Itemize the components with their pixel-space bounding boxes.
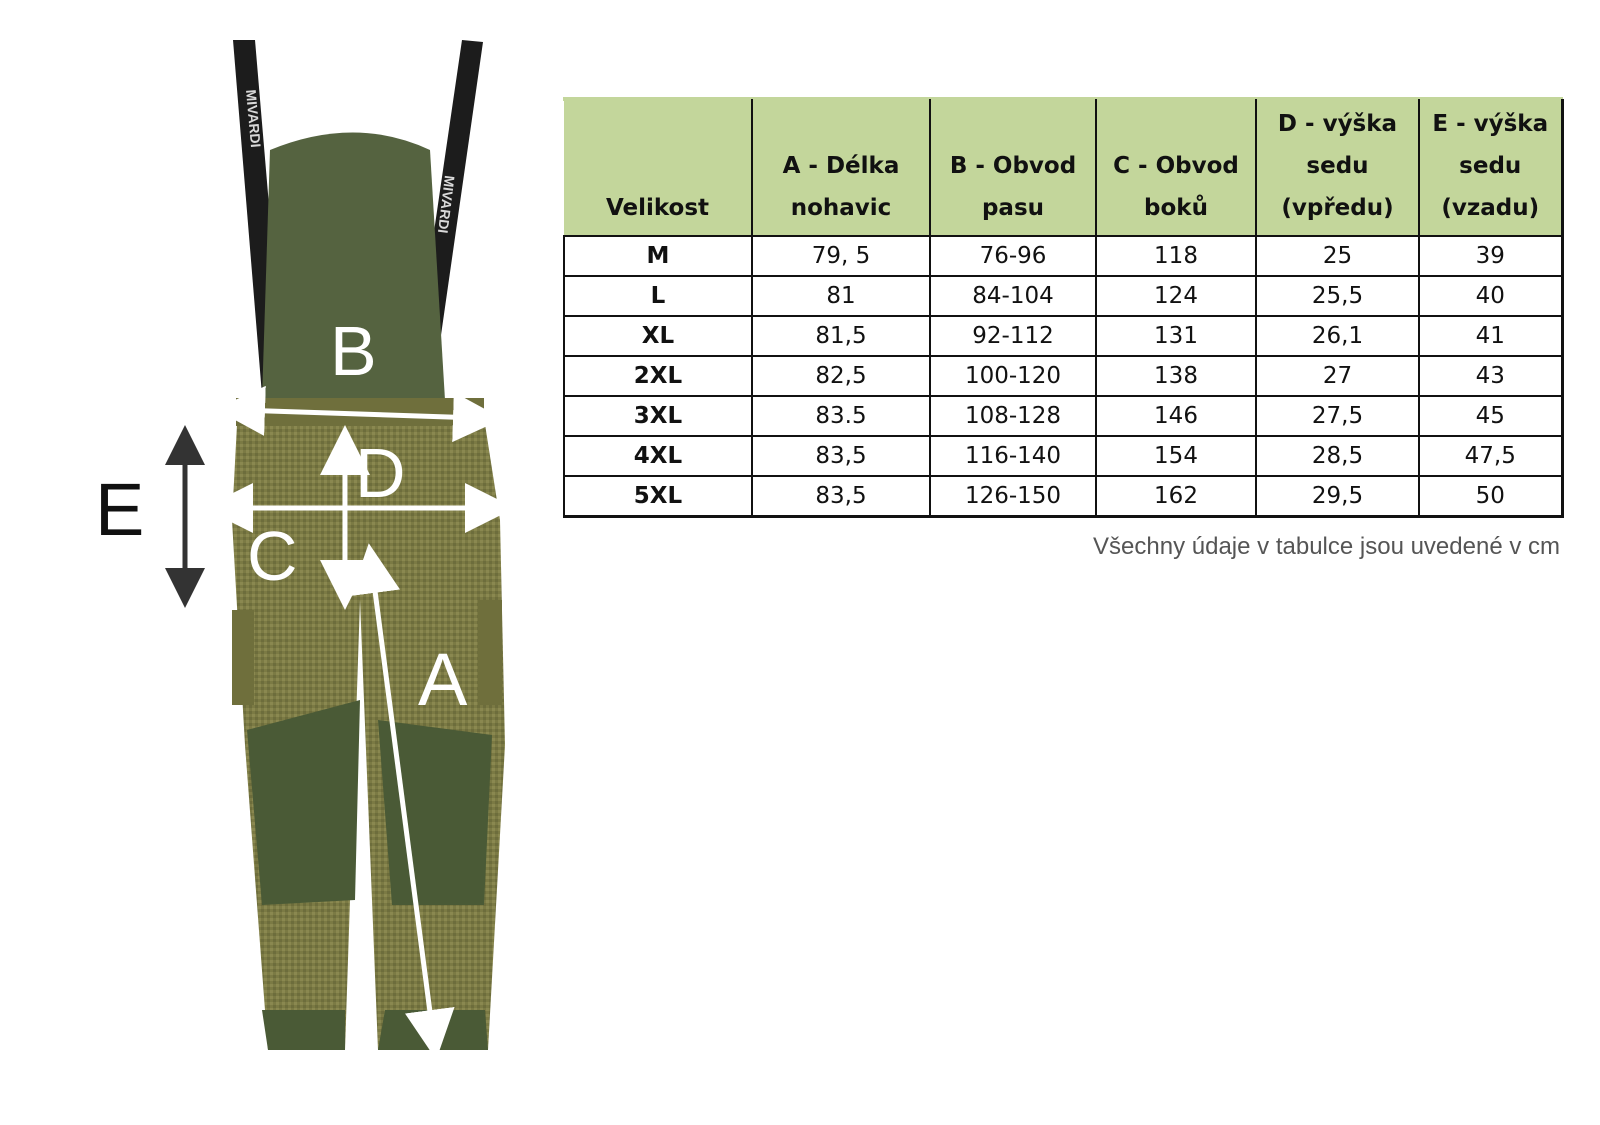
table-body: [564, 236, 1562, 517]
measurement-cell: 25: [1256, 236, 1419, 276]
column-header-line: C - Obvod: [1113, 153, 1239, 179]
size-cell: XL: [564, 316, 752, 356]
label-a: A: [418, 638, 468, 721]
size-cell: 5XL: [564, 476, 752, 517]
right-cargo-pocket: [478, 600, 502, 705]
column-header-line: pasu: [981, 195, 1045, 221]
measurement-cell: 76-96: [930, 236, 1096, 276]
size-cell: M: [564, 236, 752, 276]
column-header-line: sedu: [1459, 153, 1522, 179]
column-header: [1096, 99, 1256, 236]
table-row: [564, 396, 1562, 436]
left-knee-patch: [247, 700, 360, 905]
measurement-cell: 83.5: [752, 396, 930, 436]
left-cargo-pocket: [232, 610, 254, 705]
column-header: [752, 99, 930, 236]
strap-brand-left: MIVARDI: [243, 88, 265, 149]
column-header-line: A - Délka: [782, 153, 900, 179]
table-row: [564, 236, 1562, 276]
measurement-cell: 126-150: [930, 476, 1096, 517]
size-cell: L: [564, 276, 752, 316]
measurement-cell: 162: [1096, 476, 1256, 517]
table-row: [564, 436, 1562, 476]
measurement-cell: 81: [752, 276, 930, 316]
size-chart-table: [563, 99, 1564, 518]
table-row: [564, 476, 1562, 517]
measurement-cell: 27,5: [1256, 396, 1419, 436]
measurement-cell: 131: [1096, 316, 1256, 356]
measurement-cell: 28,5: [1256, 436, 1419, 476]
label-b: B: [330, 312, 377, 390]
label-c: C: [247, 517, 298, 595]
measurement-cell: 45: [1419, 396, 1562, 436]
column-header-line: (vpředu): [1281, 195, 1394, 221]
measurement-cell: 100-120: [930, 356, 1096, 396]
label-e: E: [95, 468, 145, 551]
column-header-line: sedu: [1306, 153, 1369, 179]
size-cell: 3XL: [564, 396, 752, 436]
measurement-cell: 79, 5: [752, 236, 930, 276]
measurement-cell: 25,5: [1256, 276, 1419, 316]
column-header: [1419, 99, 1562, 236]
trousers-illustration: [0, 0, 560, 1125]
measurement-cell: 116-140: [930, 436, 1096, 476]
measurement-cell: 50: [1419, 476, 1562, 517]
measurement-cell: 47,5: [1419, 436, 1562, 476]
measurement-cell: 124: [1096, 276, 1256, 316]
measurement-cell: 29,5: [1256, 476, 1419, 517]
column-header: [930, 99, 1096, 236]
measurement-cell: 26,1: [1256, 316, 1419, 356]
measurement-cell: 39: [1419, 236, 1562, 276]
size-cell: 4XL: [564, 436, 752, 476]
measurement-cell: 108-128: [930, 396, 1096, 436]
measurement-cell: 154: [1096, 436, 1256, 476]
measurement-cell: 40: [1419, 276, 1562, 316]
size-cell: 2XL: [564, 356, 752, 396]
measurement-cell: 92-112: [930, 316, 1096, 356]
measurement-cell: 118: [1096, 236, 1256, 276]
column-header-line: boků: [1144, 195, 1208, 221]
measurement-cell: 41: [1419, 316, 1562, 356]
measurement-cell: 83,5: [752, 436, 930, 476]
measurement-cell: 83,5: [752, 476, 930, 517]
measurement-cell: 146: [1096, 396, 1256, 436]
table-row: [564, 356, 1562, 396]
table-row: [564, 316, 1562, 356]
column-header: [1256, 99, 1419, 236]
table-row: [564, 276, 1562, 316]
measurement-cell: 138: [1096, 356, 1256, 396]
column-header-line: nohavic: [790, 195, 892, 221]
column-header-line: B - Obvod: [949, 153, 1077, 179]
left-cuff: [262, 1010, 345, 1050]
measurement-cell: 81,5: [752, 316, 930, 356]
column-header: [564, 99, 752, 236]
strap-brand-right: MIVARDI: [434, 174, 458, 235]
measurement-cell: 27: [1256, 356, 1419, 396]
table-header-row: [564, 99, 1562, 236]
measurement-cell: 84-104: [930, 276, 1096, 316]
column-header-line: E - výška: [1432, 111, 1549, 137]
column-header-line: (vzadu): [1441, 195, 1540, 221]
measurement-cell: 43: [1419, 356, 1562, 396]
column-header-line: Velikost: [605, 195, 710, 221]
units-footnote: Všechny údaje v tabulce jsou uvedené v cm: [1093, 533, 1560, 560]
label-d: D: [355, 434, 406, 512]
column-header-line: D - výška: [1277, 111, 1398, 137]
measurement-cell: 82,5: [752, 356, 930, 396]
